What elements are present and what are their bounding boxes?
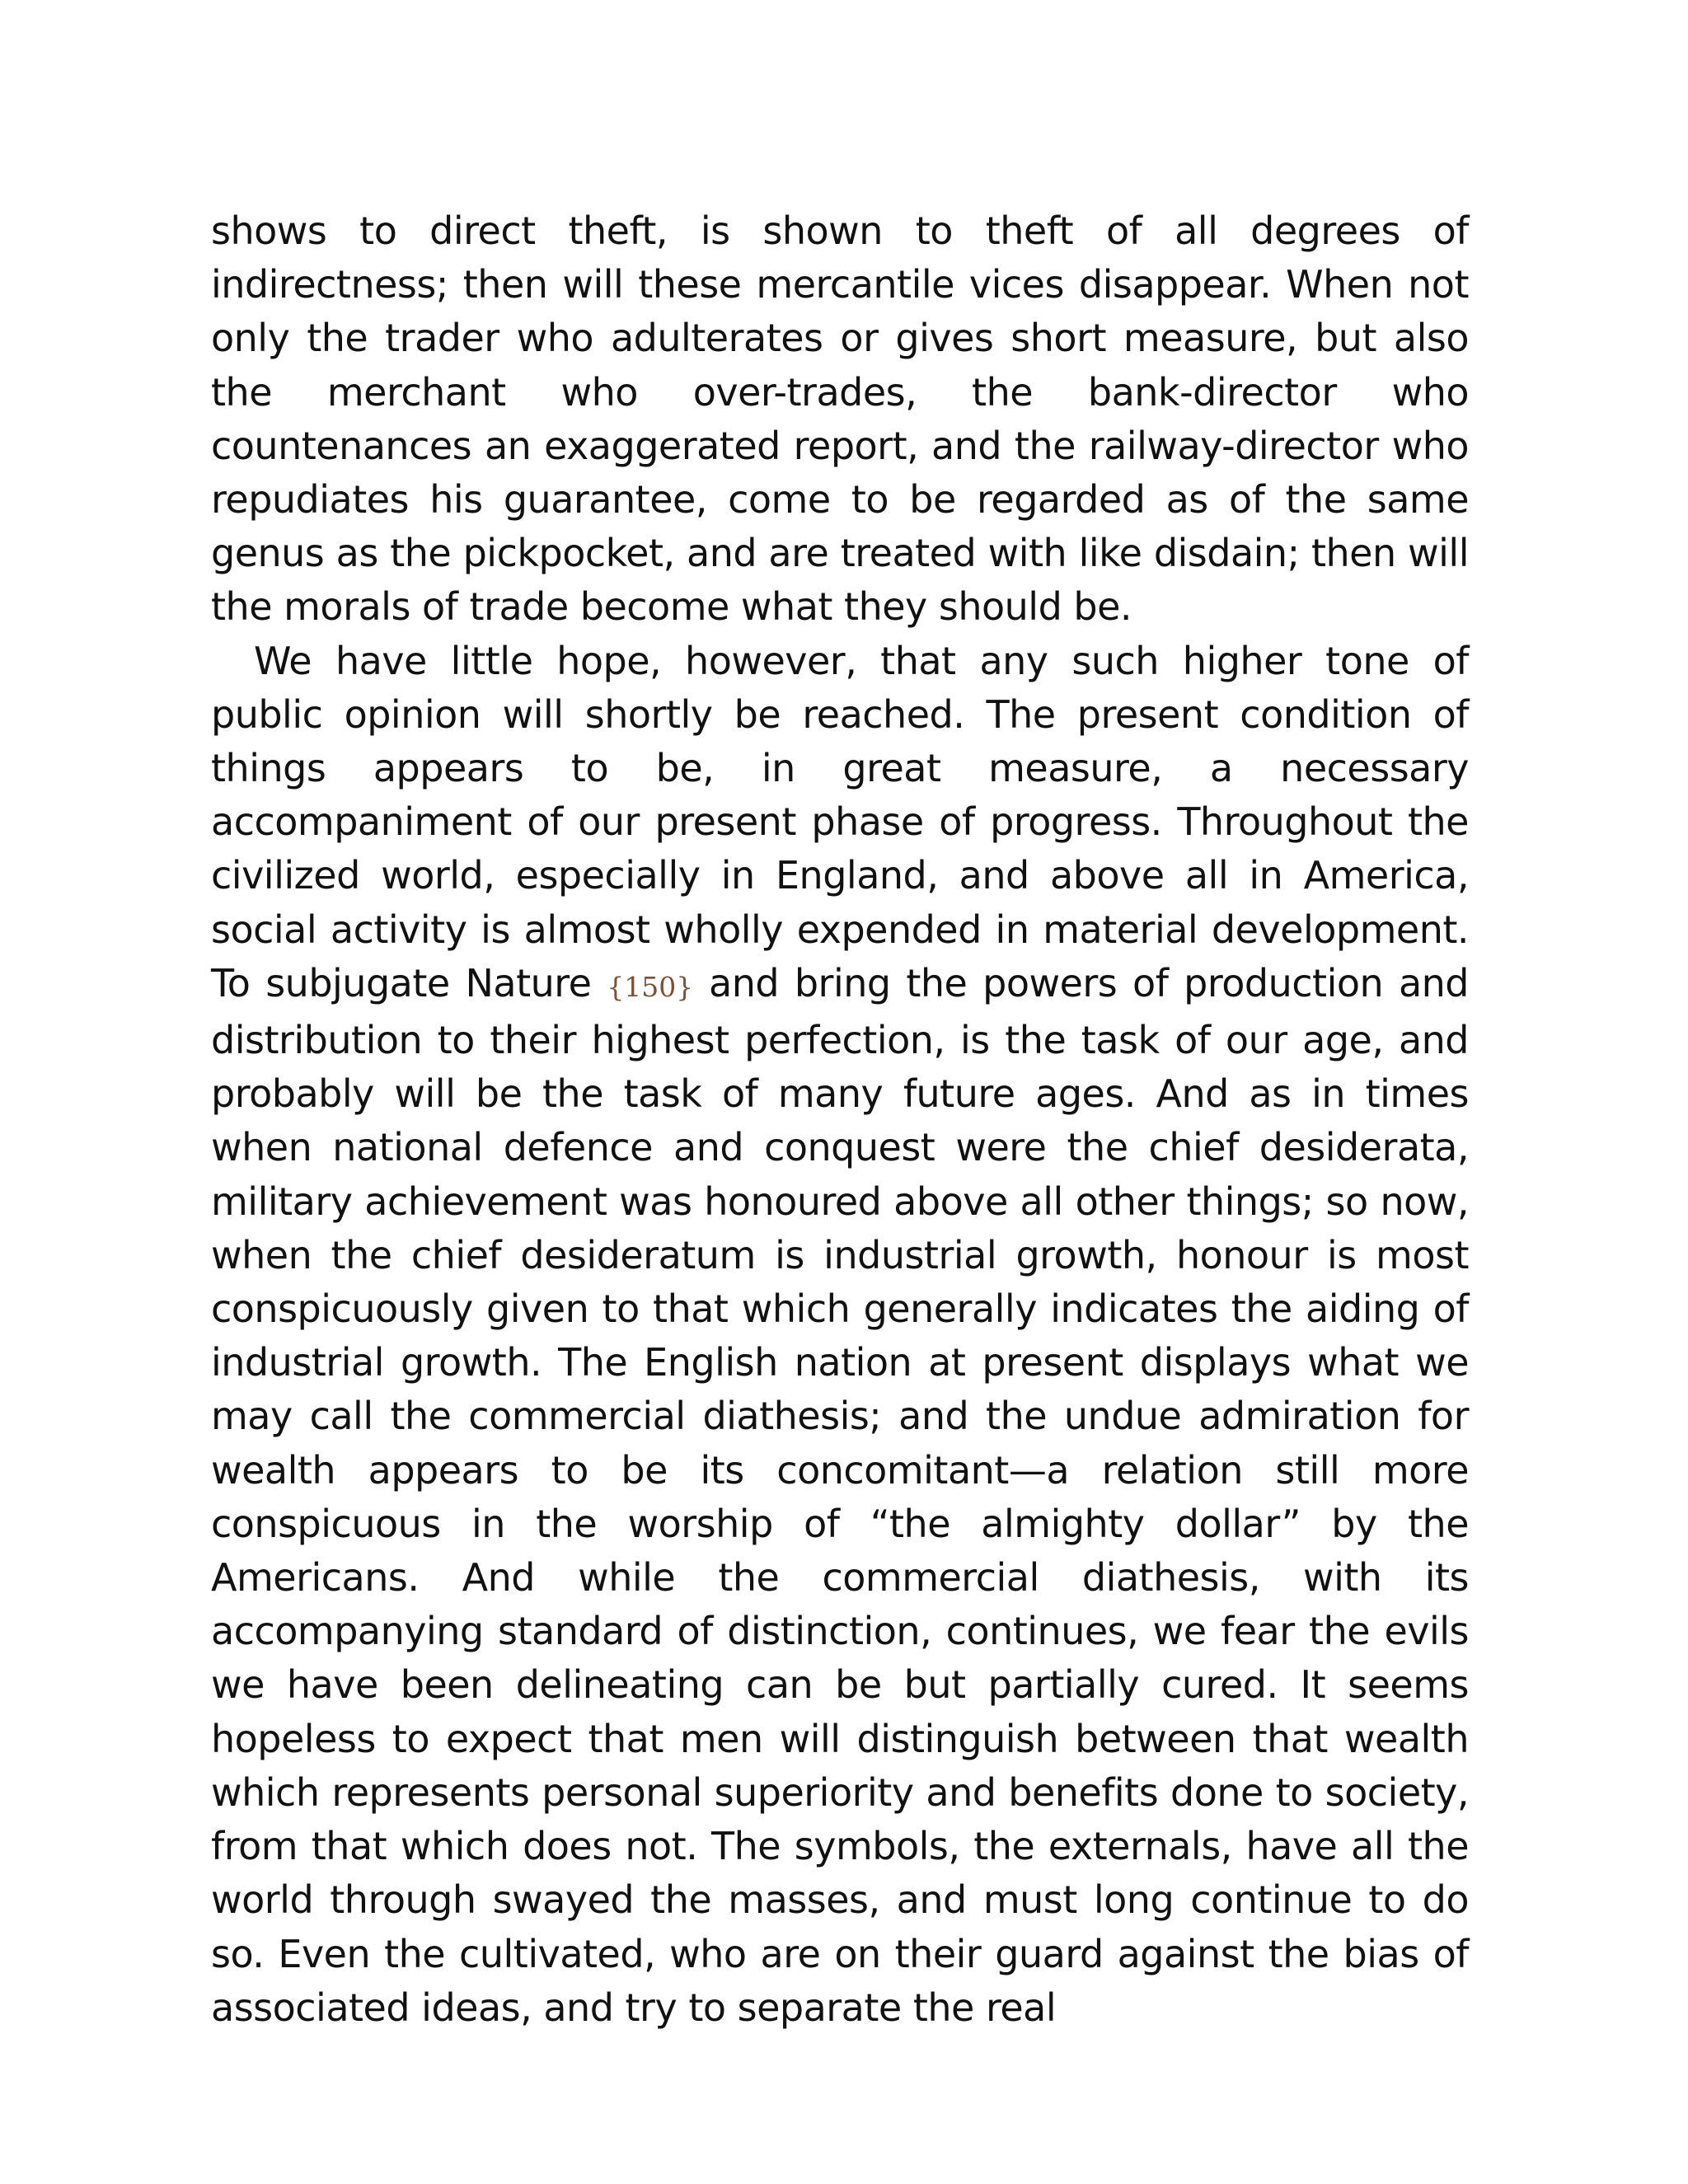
- page-body: [211, 204, 1469, 2035]
- paragraph-2-text-start: We have little hope, however, that any such higher tone of public opinion will shortly be reached. The present condition of things appears to be, in great measure, a necessary accompaniment of our present phase of progress. Throughout the civilized world, especially in England, and above all in America, social activity is almost wholly expended in material development. To subjugate Nature: [211, 638, 1469, 1005]
- page-number-marker: {150}: [607, 970, 694, 1003]
- paragraph-2-text-end: and bring the powers of production and distribution to their highest perfection, is the task of our age, and probably will be the task of many future ages. And as in times when national defence and conquest were the chief desiderata, military achievement was honoured above all other things; so now, when the chief desideratum is industrial growth, honour is most conspicuously given to that which generally indicates the aiding of industrial growth. The English nation at present displays what we may call the commercial diathesis; and the undue admiration for wealth appears to be its concomitant—a relation still more conspicuous in the worship of “the almighty dollar” by the Americans. And while the commercial diathesis, with its accompanying standard of distinction, continues, we fear the evils we have been delineating can be but partially cured. It seems hopeless to expect that men will distinguish between that wealth which represents personal superiority and benefits done to society, from that which does not. The symbols, the externals, have all the world through swayed the masses, and must long continue to do so. Even the cultivated, who are on their guard against the bias of associated ideas, and try to separate the real: [211, 960, 1469, 2030]
- paragraph-1: shows to direct theft, is shown to theft of all degrees of indirectness; then will these mercantile vices disappear. When not only the trader who adulterates or gives short measure, but also the merchant who over-trades, the bank-director who countenances an exaggerated report, and the railway-director who repudiates his guarantee, come to be regarded as of the same genus as the pickpocket, and are treated with like disdain; then will the morals of trade become what they should be.: [211, 209, 1469, 630]
- paragraph-2: [211, 635, 1469, 2035]
